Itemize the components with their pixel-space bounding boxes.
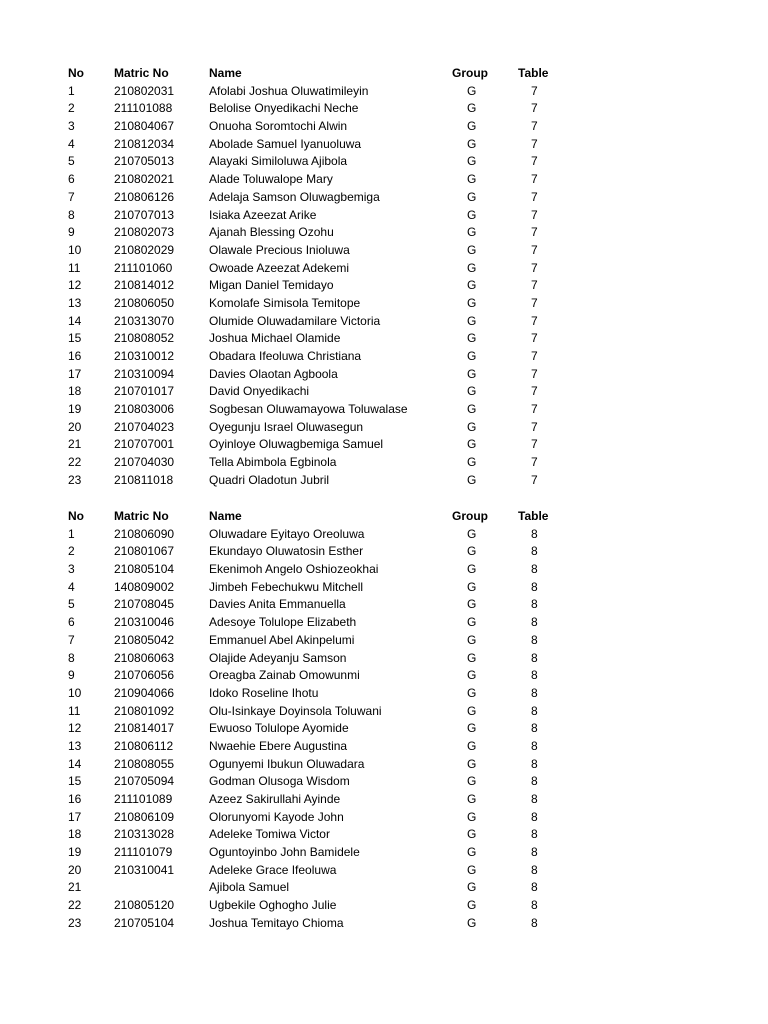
row-number: 23 — [68, 915, 82, 930]
group-cell: G — [467, 827, 477, 842]
row-number: 1 — [68, 526, 75, 541]
table-number: 8 — [531, 668, 538, 683]
group-cell: G — [467, 349, 477, 363]
matric-number: 210313070 — [114, 313, 175, 328]
header-table: Table — [518, 509, 549, 523]
table-number: 8 — [531, 827, 538, 842]
student-name: Godman Olusoga Wisdom — [209, 774, 350, 789]
row-number: 20 — [68, 862, 82, 877]
table-row — [0, 844, 768, 862]
table-number: 8 — [531, 898, 538, 913]
table-number: 8 — [531, 544, 538, 559]
group-cell: G — [467, 472, 477, 487]
student-name: Ekundayo Oluwatosin Esther — [209, 544, 364, 559]
table-row — [0, 756, 768, 774]
row-number: 2 — [68, 544, 75, 559]
group-cell: G — [467, 83, 477, 98]
student-name: Azeez Sakirullahi Ayinde — [209, 792, 341, 806]
group-cell: G — [467, 419, 477, 434]
student-name: Migan Daniel Temidayo — [209, 278, 334, 293]
matric-number: 210310094 — [114, 366, 175, 381]
student-name: Oluwadare Eyitayo Oreoluwa — [209, 526, 365, 541]
table-row — [0, 313, 768, 331]
table-row — [0, 809, 768, 827]
row-number: 17 — [68, 366, 82, 381]
row-number: 14 — [68, 756, 82, 771]
table-row — [0, 348, 768, 366]
row-number: 13 — [68, 295, 82, 310]
table-row — [0, 242, 768, 260]
student-name: Olumide Oluwadamilare Victoria — [209, 313, 381, 328]
table-row — [0, 171, 768, 189]
table-row — [0, 401, 768, 419]
row-number: 9 — [68, 668, 75, 683]
table-number: 7 — [531, 189, 538, 204]
group-cell: G — [467, 632, 477, 647]
row-number: 3 — [68, 119, 75, 134]
row-number: 10 — [68, 242, 82, 257]
matric-number: 210801092 — [114, 703, 175, 718]
student-name: Komolafe Simisola Temitope — [209, 295, 361, 310]
table-number: 7 — [531, 455, 538, 470]
matric-number: 210313028 — [114, 827, 175, 842]
row-number: 2 — [68, 101, 75, 116]
table-row — [0, 100, 768, 118]
table-number: 8 — [531, 880, 538, 895]
student-name: Owoade Azeezat Adekemi — [209, 260, 350, 275]
table-row — [0, 260, 768, 278]
table-row — [0, 915, 768, 933]
student-name: Ogunyemi Ibukun Oluwadara — [209, 756, 365, 771]
table-row — [0, 153, 768, 171]
matric-number: 210310046 — [114, 615, 175, 630]
table-number: 7 — [531, 172, 538, 187]
matric-number: 210802073 — [114, 225, 175, 240]
row-number: 7 — [68, 632, 75, 647]
row-number: 21 — [68, 880, 82, 895]
table-number: 8 — [531, 915, 538, 930]
table-number: 8 — [531, 562, 538, 577]
table-number: 7 — [531, 207, 538, 222]
row-number: 13 — [68, 738, 82, 753]
student-name: Tella Abimbola Egbinola — [209, 455, 337, 470]
table-row — [0, 224, 768, 242]
table-number: 8 — [531, 738, 538, 753]
matric-number: 211101079 — [114, 845, 173, 860]
row-number: 9 — [68, 225, 75, 240]
table-row — [0, 879, 768, 897]
group-cell: G — [467, 136, 477, 151]
group-cell: G — [467, 862, 477, 877]
row-number: 11 — [68, 703, 81, 718]
row-number: 10 — [68, 685, 82, 700]
table-row — [0, 579, 768, 597]
group-cell: G — [467, 225, 477, 240]
group-cell: G — [467, 597, 477, 612]
row-number: 3 — [68, 562, 75, 577]
table-number: 8 — [531, 809, 538, 824]
header-name: Name — [209, 509, 242, 523]
table-number: 7 — [531, 278, 538, 293]
group-cell: G — [467, 119, 477, 134]
table-number: 7 — [531, 260, 538, 275]
matric-number: 210804067 — [114, 119, 175, 134]
student-name: Olawale Precious Inioluwa — [209, 242, 350, 257]
student-name: Joshua Temitayo Chioma — [209, 915, 344, 930]
table-row — [0, 295, 768, 313]
table-number: 8 — [531, 650, 538, 665]
student-name: Sogbesan Oluwamayowa Toluwalase — [209, 402, 408, 417]
table-body — [0, 526, 768, 933]
header-matric-no: Matric No — [114, 509, 169, 523]
matric-number: 210705013 — [114, 154, 175, 169]
table-number: 8 — [531, 526, 538, 541]
matric-number: 210310041 — [114, 862, 175, 877]
table-row — [0, 614, 768, 632]
group-cell: G — [467, 101, 477, 116]
table-number: 7 — [531, 349, 538, 363]
matric-number: 211101088 — [114, 101, 173, 116]
table-row — [0, 366, 768, 384]
table-number: 7 — [531, 136, 538, 151]
table-row — [0, 738, 768, 756]
student-name: Ajanah Blessing Ozohu — [209, 225, 334, 240]
group-cell: G — [467, 915, 477, 930]
table-row — [0, 596, 768, 614]
table-row — [0, 383, 768, 401]
matric-number: 210705104 — [114, 915, 175, 930]
row-number: 22 — [68, 455, 82, 470]
row-number: 16 — [68, 792, 82, 806]
matric-number: 211101060 — [114, 260, 173, 275]
matric-number: 210803006 — [114, 402, 175, 417]
header-no: No — [68, 509, 84, 523]
row-number: 1 — [68, 83, 75, 98]
matric-number: 210806112 — [114, 738, 174, 753]
table-number: 7 — [531, 154, 538, 169]
table-row — [0, 632, 768, 650]
table-number: 7 — [531, 225, 538, 240]
matric-number: 210707013 — [114, 207, 175, 222]
matric-number: 210310012 — [114, 349, 175, 363]
student-name: Ajibola Samuel — [209, 880, 290, 895]
matric-number: 210707001 — [114, 437, 175, 452]
table-number: 7 — [531, 242, 538, 257]
table-number: 7 — [531, 419, 538, 434]
table-row — [0, 561, 768, 579]
matric-number: 210814017 — [114, 721, 175, 736]
student-name: Belolise Onyedikachi Neche — [209, 101, 359, 116]
row-number: 15 — [68, 774, 82, 789]
matric-number: 210704023 — [114, 419, 175, 434]
matric-number: 210806063 — [114, 650, 175, 665]
student-name: Ekenimoh Angelo Oshiozeokhai — [209, 562, 379, 577]
group-cell: G — [467, 207, 477, 222]
matric-number: 210705094 — [114, 774, 175, 789]
table-row — [0, 897, 768, 915]
table-row — [0, 773, 768, 791]
group-cell: G — [467, 172, 477, 187]
table-number: 7 — [531, 313, 538, 328]
table-row — [0, 454, 768, 472]
matric-number: 210701017 — [114, 384, 175, 399]
group-cell: G — [467, 544, 477, 559]
table-row — [0, 826, 768, 844]
group-cell: G — [467, 668, 477, 683]
matric-number: 210802029 — [114, 242, 175, 257]
table-number: 7 — [531, 384, 538, 399]
student-name: Joshua Michael Olamide — [209, 331, 341, 346]
student-table-2 — [0, 508, 768, 933]
table-number: 8 — [531, 721, 538, 736]
row-number: 18 — [68, 827, 82, 842]
table-number: 7 — [531, 101, 538, 116]
student-name: Olajide Adeyanju Samson — [209, 650, 347, 665]
table-number: 8 — [531, 597, 538, 612]
table-number: 7 — [531, 295, 538, 310]
table-row — [0, 685, 768, 703]
group-cell: G — [467, 809, 477, 824]
table-row — [0, 189, 768, 207]
group-cell: G — [467, 366, 477, 381]
student-name: Nwaehie Ebere Augustina — [209, 738, 348, 753]
row-number: 15 — [68, 331, 82, 346]
matric-number: 210808052 — [114, 331, 175, 346]
row-number: 6 — [68, 615, 75, 630]
table-number: 7 — [531, 437, 538, 452]
row-number: 19 — [68, 402, 82, 417]
student-name: Jimbeh Febechukwu Mitchell — [209, 579, 364, 594]
matric-number: 210904066 — [114, 685, 175, 700]
student-name: Davies Olaotan Agboola — [209, 366, 338, 381]
group-cell: G — [467, 845, 477, 860]
table-row — [0, 118, 768, 136]
table-row — [0, 419, 768, 437]
student-name: Afolabi Joshua Oluwatimileyin — [209, 83, 369, 98]
row-number: 18 — [68, 384, 82, 399]
header-no: No — [68, 66, 84, 80]
table-number: 8 — [531, 579, 538, 594]
row-number: 8 — [68, 650, 75, 665]
group-cell: G — [467, 792, 477, 806]
matric-number: 210806050 — [114, 295, 175, 310]
group-cell: G — [467, 331, 477, 346]
student-name: Abolade Samuel Iyanuoluwa — [209, 136, 362, 151]
student-table-1 — [0, 65, 768, 490]
group-cell: G — [467, 562, 477, 577]
student-name: Isiaka Azeezat Arike — [209, 207, 317, 222]
table-number: 8 — [531, 756, 538, 771]
matric-number: 140809002 — [114, 579, 175, 594]
header-name: Name — [209, 66, 242, 80]
group-cell: G — [467, 295, 477, 310]
row-number: 19 — [68, 845, 82, 860]
group-cell: G — [467, 615, 477, 630]
group-cell: G — [467, 154, 477, 169]
table-number: 7 — [531, 402, 538, 417]
table-number: 7 — [531, 366, 538, 381]
matric-number: 210806126 — [114, 189, 175, 204]
row-number: 12 — [68, 278, 82, 293]
group-cell: G — [467, 455, 477, 470]
table-row — [0, 472, 768, 490]
matric-number: 210806090 — [114, 526, 175, 541]
table-row — [0, 543, 768, 561]
header-group: Group — [452, 509, 488, 523]
student-name: Alade Toluwalope Mary — [209, 172, 333, 187]
table-row — [0, 277, 768, 295]
table-row — [0, 207, 768, 225]
table-number: 8 — [531, 615, 538, 630]
table-row — [0, 526, 768, 544]
matric-number: 210801067 — [114, 544, 175, 559]
student-name: Obadara Ifeoluwa Christiana — [209, 349, 362, 363]
group-cell: G — [467, 313, 477, 328]
group-cell: G — [467, 437, 477, 452]
row-number: 21 — [68, 437, 82, 452]
group-cell: G — [467, 756, 477, 771]
table-row — [0, 83, 768, 101]
group-cell: G — [467, 278, 477, 293]
group-cell: G — [467, 898, 477, 913]
row-number: 17 — [68, 809, 82, 824]
row-number: 6 — [68, 172, 75, 187]
student-name: Adeleke Grace Ifeoluwa — [209, 862, 337, 877]
table-number: 8 — [531, 862, 538, 877]
table-number: 7 — [531, 331, 538, 346]
student-name: Emmanuel Abel Akinpelumi — [209, 632, 355, 647]
table-header-row — [0, 508, 768, 526]
matric-number: 210802021 — [114, 172, 175, 187]
row-number: 11 — [68, 260, 81, 275]
table-number: 8 — [531, 792, 538, 806]
student-name: Ugbekile Oghogho Julie — [209, 898, 337, 913]
group-cell: G — [467, 189, 477, 204]
matric-number: 210708045 — [114, 597, 175, 612]
matric-number: 210811018 — [114, 472, 174, 487]
matric-number: 210808055 — [114, 756, 175, 771]
header-group: Group — [452, 66, 488, 80]
student-name: Olorunyomi Kayode John — [209, 809, 344, 824]
header-table: Table — [518, 66, 549, 80]
matric-number: 210805104 — [114, 562, 175, 577]
group-cell: G — [467, 402, 477, 417]
table-number: 8 — [531, 774, 538, 789]
row-number: 22 — [68, 898, 82, 913]
table-number: 7 — [531, 472, 538, 487]
table-body — [0, 83, 768, 490]
table-number: 8 — [531, 703, 538, 718]
student-name: Oguntoyinbo John Bamidele — [209, 845, 360, 860]
matric-number: 210802031 — [114, 83, 175, 98]
row-number: 4 — [68, 136, 75, 151]
student-name: Adesoye Tolulope Elizabeth — [209, 615, 357, 630]
row-number: 8 — [68, 207, 75, 222]
student-name: Adeleke Tomiwa Victor — [209, 827, 330, 842]
table-row — [0, 703, 768, 721]
matric-number: 211101089 — [114, 792, 173, 806]
group-cell: G — [467, 242, 477, 257]
table-number: 7 — [531, 119, 538, 134]
student-name: Quadri Oladotun Jubril — [209, 472, 330, 487]
table-row — [0, 862, 768, 880]
row-number: 14 — [68, 313, 82, 328]
group-cell: G — [467, 384, 477, 399]
table-row — [0, 650, 768, 668]
row-number: 23 — [68, 472, 82, 487]
student-name: Adelaja Samson Oluwagbemiga — [209, 189, 380, 204]
matric-number: 210805120 — [114, 898, 175, 913]
student-name: Ewuoso Tolulope Ayomide — [209, 721, 349, 736]
row-number: 5 — [68, 154, 75, 169]
row-number: 7 — [68, 189, 75, 204]
student-name: David Onyedikachi — [209, 384, 310, 399]
table-row — [0, 720, 768, 738]
group-cell: G — [467, 880, 477, 895]
group-cell: G — [467, 685, 477, 700]
table-row — [0, 136, 768, 154]
student-name: Onuoha Soromtochi Alwin — [209, 119, 348, 134]
table-row — [0, 667, 768, 685]
header-matric-no: Matric No — [114, 66, 169, 80]
student-name: Oyegunju Israel Oluwasegun — [209, 419, 364, 434]
table-number: 8 — [531, 632, 538, 647]
row-number: 5 — [68, 597, 75, 612]
student-name: Oyinloye Oluwagbemiga Samuel — [209, 437, 384, 452]
group-cell: G — [467, 579, 477, 594]
group-cell: G — [467, 650, 477, 665]
table-number: 7 — [531, 83, 538, 98]
matric-number: 210805042 — [114, 632, 175, 647]
group-cell: G — [467, 774, 477, 789]
group-cell: G — [467, 526, 477, 541]
student-name: Olu-Isinkaye Doyinsola Toluwani — [209, 703, 382, 718]
matric-number: 210812034 — [114, 136, 175, 151]
group-cell: G — [467, 738, 477, 753]
matric-number: 210704030 — [114, 455, 175, 470]
table-row — [0, 791, 768, 809]
student-name: Oreagba Zainab Omowunmi — [209, 668, 360, 683]
group-cell: G — [467, 721, 477, 736]
table-number: 8 — [531, 845, 538, 860]
group-cell: G — [467, 260, 477, 275]
table-number: 8 — [531, 685, 538, 700]
row-number: 4 — [68, 579, 75, 594]
student-name: Davies Anita Emmanuella — [209, 597, 346, 612]
matric-number: 210706056 — [114, 668, 175, 683]
row-number: 20 — [68, 419, 82, 434]
table-header-row — [0, 65, 768, 83]
matric-number: 210806109 — [114, 809, 175, 824]
row-number: 12 — [68, 721, 82, 736]
table-row — [0, 330, 768, 348]
student-name: Alayaki Similoluwa Ajibola — [209, 154, 348, 169]
group-cell: G — [467, 703, 477, 718]
matric-number: 210814012 — [114, 278, 175, 293]
row-number: 16 — [68, 349, 82, 363]
student-name: Idoko Roseline Ihotu — [209, 685, 319, 700]
table-row — [0, 436, 768, 454]
